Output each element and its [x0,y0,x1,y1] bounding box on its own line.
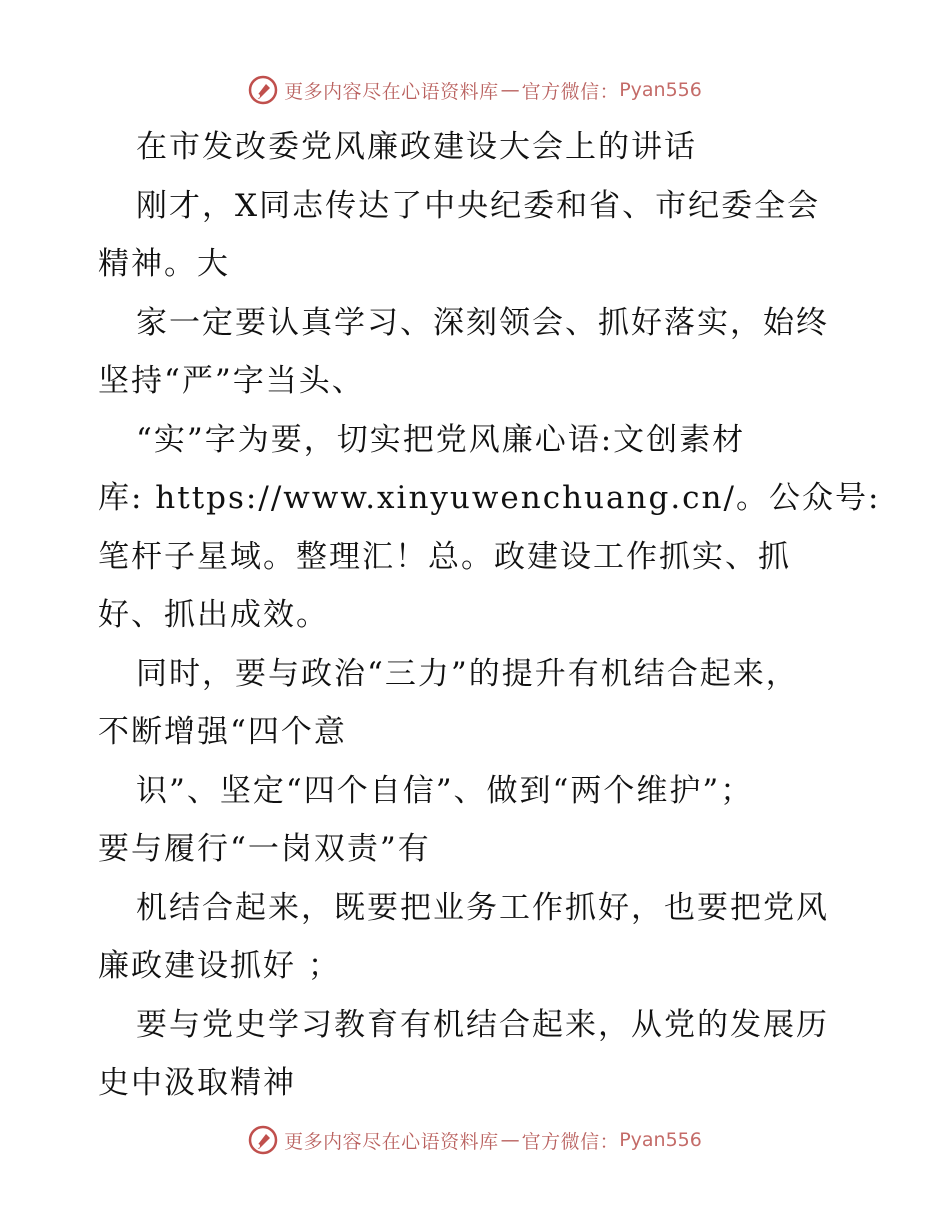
header-watermark [0,70,950,110]
text-line: 廉政建设抓好 ； [98,948,341,984]
text-line: 库: https://www.xinyuwenchuang.cn/。公众号: [98,480,881,516]
text-line: 好、抓出成效。 [98,597,329,633]
watermark-label: 官方微信： [521,80,620,103]
watermark-id: Pyan556 [619,1129,702,1151]
text-line: 刚才，X同志传达了中央纪委和省、市纪委全会 [136,187,821,224]
watermark-text: 更多内容尽在心语资料库 [284,80,499,103]
watermark-label: 官方微信： [521,1130,620,1153]
text-line: 精神。大 [98,246,230,282]
text-line: 坚持“严”字当头、 [98,363,365,399]
pen-nib-logo-icon [248,75,278,105]
text-line: 史中汲取精神 [98,1065,296,1101]
footer-watermark [0,1120,950,1160]
watermark-text: 更多内容尽在心语资料库 [284,1130,499,1153]
watermark-dash: — [500,79,520,101]
document-body [98,118,881,1113]
pen-nib-logo-icon [248,1125,278,1155]
text-line: 同时，要与政治“三力”的提升有机结合起来， [136,655,799,692]
text-line: “实”字为要，切实把党风廉心语:文创素材 [136,421,746,458]
watermark-dash: — [500,1129,520,1151]
text-line: 识”、坚定“四个自信”、做到“两个维护”； [136,772,754,809]
text-line: 机结合起来，既要把业务工作抓好，也要把党风 [136,889,829,926]
text-line: 家一定要认真学习、深刻领会、抓好落实，始终 [136,304,829,341]
text-line: 在市发改委党风廉政建设大会上的讲话 [136,129,697,165]
text-line: 笔杆子星域。整理汇！总。政建设工作抓实、抓 [98,538,791,575]
watermark-id: Pyan556 [619,79,702,101]
text-line: 要与履行“一岗双责”有 [98,831,431,867]
text-line: 不断增强“四个意 [98,714,347,750]
text-line: 要与党史学习教育有机结合起来，从党的发展历 [136,1006,829,1043]
